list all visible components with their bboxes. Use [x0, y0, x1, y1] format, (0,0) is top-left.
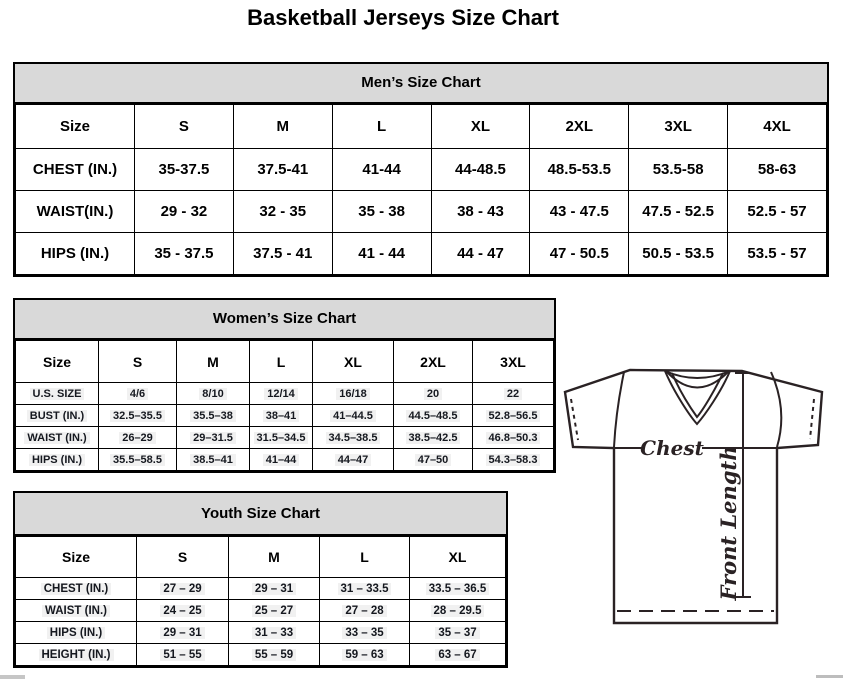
right-sleeve-dashed-hem [810, 399, 814, 439]
page-title: Basketball Jerseys Size Chart [247, 5, 559, 30]
cell-text: 47.5 - 52.5 [642, 203, 714, 220]
value-cell [629, 191, 728, 233]
youth-size-chart [13, 491, 508, 668]
cell-text: 29 – 31 [252, 583, 296, 595]
cell-text: 41 - 44 [358, 245, 405, 262]
value-cell [177, 449, 250, 471]
column-header-s [99, 341, 177, 383]
jersey-outline [565, 370, 822, 623]
header-text: L [276, 353, 286, 370]
table-row [16, 383, 554, 405]
header-text: XL [470, 118, 491, 135]
column-header-4xl [728, 105, 827, 149]
column-header-xl [313, 341, 394, 383]
cell-text: 29 – 31 [160, 627, 204, 639]
cell-text: 47 - 50.5 [549, 245, 609, 262]
value-cell [229, 578, 320, 600]
table-row [16, 233, 827, 275]
header-text: L [360, 549, 369, 565]
table-row [16, 622, 506, 644]
cell-text: 46.8–50.3 [486, 432, 541, 444]
table-row [16, 405, 554, 427]
cell-text: 41-44 [362, 161, 401, 178]
row-label-text: WAIST (IN.) [42, 605, 110, 617]
value-cell [320, 578, 410, 600]
cell-text: 54.3–58.3 [486, 454, 541, 466]
cell-text: 58-63 [757, 161, 797, 178]
header-text: M [268, 549, 280, 565]
scrollbar-fragment-left[interactable] [0, 675, 25, 679]
value-cell [233, 233, 332, 275]
cell-text: 35 – 37 [435, 627, 479, 639]
cell-text: 53.5-58 [652, 161, 704, 178]
size-header-cell [16, 105, 135, 149]
cell-text: 8/10 [199, 388, 226, 400]
front-length-label: Front Length [716, 445, 741, 601]
table-row [16, 427, 554, 449]
column-header-3xl [473, 341, 554, 383]
header-text: 4XL [763, 118, 791, 135]
cell-text: 53.5 - 57 [747, 245, 807, 262]
youth-size-table [15, 536, 506, 666]
cell-text: 22 [504, 388, 522, 400]
cell-text: 35.5–38 [190, 410, 236, 422]
value-cell [431, 191, 530, 233]
row-label-text: HIPS (IN.) [40, 245, 110, 262]
value-cell [332, 191, 431, 233]
mens-size-chart [13, 62, 829, 277]
header-text: XL [448, 549, 467, 565]
value-cell [135, 149, 234, 191]
value-cell [135, 233, 234, 275]
mens-size-table [15, 104, 827, 275]
cell-text: 44 - 47 [457, 245, 504, 262]
womens-chart-title: Women’s Size Chart [15, 300, 554, 340]
header-text: S [177, 549, 188, 565]
value-cell [410, 578, 506, 600]
value-cell [473, 383, 554, 405]
header-text: Size [61, 549, 90, 565]
cell-text: 31.5–34.5 [254, 432, 309, 444]
value-cell [229, 600, 320, 622]
value-cell [530, 191, 629, 233]
cell-text: 37.5-41 [257, 161, 309, 178]
value-cell [728, 149, 827, 191]
value-cell [250, 383, 313, 405]
value-cell [410, 622, 506, 644]
womens-size-chart [13, 298, 556, 473]
value-cell [99, 405, 177, 427]
cell-text: 44-48.5 [455, 161, 506, 178]
cell-text: 38 - 43 [457, 203, 504, 220]
row-label-cell [16, 427, 99, 449]
value-cell [229, 644, 320, 666]
cell-text: 37.5 - 41 [253, 245, 313, 262]
row-label-cell [16, 578, 137, 600]
row-label-cell [16, 449, 99, 471]
table-row [16, 149, 827, 191]
size-header-cell [16, 341, 99, 383]
value-cell [394, 383, 473, 405]
cell-text: 38–41 [263, 410, 300, 422]
left-armhole-seam [614, 372, 624, 447]
cell-text: 26–29 [119, 432, 156, 444]
row-label-text: CHEST (IN.) [32, 161, 118, 178]
value-cell [313, 405, 394, 427]
header-text: Size [42, 353, 71, 370]
cell-text: 35 - 38 [358, 203, 405, 220]
value-cell [473, 405, 554, 427]
column-header-l [320, 537, 410, 578]
value-cell [137, 644, 229, 666]
right-armhole-seam [771, 372, 781, 447]
value-cell [99, 427, 177, 449]
column-header-xl [431, 105, 530, 149]
value-cell [250, 405, 313, 427]
value-cell [177, 383, 250, 405]
youth-chart-title: Youth Size Chart [15, 493, 506, 536]
column-header-s [135, 105, 234, 149]
value-cell [313, 427, 394, 449]
value-cell [728, 191, 827, 233]
cell-text: 38.5–41 [190, 454, 236, 466]
value-cell [177, 427, 250, 449]
row-label-cell [16, 644, 137, 666]
value-cell [394, 449, 473, 471]
column-header-m [177, 341, 250, 383]
row-label-cell [16, 622, 137, 644]
value-cell [313, 449, 394, 471]
column-header-xl [410, 537, 506, 578]
header-text: M [207, 353, 219, 370]
row-label-cell [16, 600, 137, 622]
cell-text: 52.5 - 57 [747, 203, 807, 220]
header-text: 2XL [565, 118, 594, 135]
column-header-m [229, 537, 320, 578]
cell-text: 27 – 28 [342, 605, 386, 617]
column-header-s [137, 537, 229, 578]
row-label-text: HIPS (IN.) [29, 454, 85, 466]
cell-text: 47–50 [415, 454, 452, 466]
row-label-text: U.S. SIZE [30, 388, 85, 400]
column-header-l [332, 105, 431, 149]
cell-text: 50.5 - 53.5 [642, 245, 714, 262]
table-row [16, 578, 506, 600]
cell-text: 34.5–38.5 [326, 432, 381, 444]
value-cell [233, 191, 332, 233]
cell-text: 28 – 29.5 [431, 605, 485, 617]
value-cell [99, 383, 177, 405]
row-label-cell [16, 233, 135, 275]
cell-text: 33 – 35 [342, 627, 386, 639]
cell-text: 44–47 [335, 454, 372, 466]
cell-text: 52.8–56.5 [486, 410, 541, 422]
value-cell [431, 149, 530, 191]
row-label-cell [16, 149, 135, 191]
value-cell [250, 427, 313, 449]
cell-text: 27 – 29 [160, 583, 204, 595]
header-text: XL [344, 353, 362, 370]
row-label-cell [16, 383, 99, 405]
row-label-cell [16, 405, 99, 427]
cell-text: 59 – 63 [342, 649, 386, 661]
cell-text: 44.5–48.5 [406, 410, 461, 422]
value-cell [473, 449, 554, 471]
value-cell [394, 427, 473, 449]
column-header-m [233, 105, 332, 149]
value-cell [99, 449, 177, 471]
value-cell [137, 600, 229, 622]
cell-text: 32.5–35.5 [110, 410, 165, 422]
value-cell [332, 233, 431, 275]
header-text: 2XL [420, 353, 446, 370]
header-text: M [276, 118, 290, 135]
cell-text: 33.5 – 36.5 [426, 583, 490, 595]
row-label-text: CHEST (IN.) [41, 583, 112, 595]
value-cell [410, 600, 506, 622]
column-header-2xl [530, 105, 629, 149]
value-cell [320, 622, 410, 644]
value-cell [431, 233, 530, 275]
value-cell [629, 149, 728, 191]
row-label-text: HIPS (IN.) [47, 627, 105, 639]
value-cell [320, 600, 410, 622]
cell-text: 35.5–58.5 [110, 454, 165, 466]
value-cell [233, 149, 332, 191]
cell-text: 29 - 32 [160, 203, 208, 220]
value-cell [250, 449, 313, 471]
value-cell [629, 233, 728, 275]
cell-text: 43 - 47.5 [549, 203, 609, 220]
value-cell [320, 644, 410, 666]
cell-text: 35 - 37.5 [154, 245, 214, 262]
cell-text: 12/14 [264, 388, 298, 400]
value-cell [394, 405, 473, 427]
scrollbar-fragment-right[interactable] [816, 675, 843, 678]
value-cell [332, 149, 431, 191]
size-header-cell [16, 537, 137, 578]
table-row [16, 644, 506, 666]
value-cell [137, 578, 229, 600]
header-text: 3XL [500, 353, 526, 370]
header-text: L [377, 118, 387, 135]
cell-text: 4/6 [127, 388, 148, 400]
cell-text: 55 – 59 [252, 649, 296, 661]
value-cell [313, 383, 394, 405]
cell-text: 29–31.5 [190, 432, 236, 444]
row-label-text: HEIGHT (IN.) [39, 649, 114, 661]
row-label-cell [16, 191, 135, 233]
cell-text: 31 – 33.5 [338, 583, 392, 595]
header-text: S [132, 353, 143, 370]
table-row [16, 600, 506, 622]
cell-text: 38.5–42.5 [406, 432, 461, 444]
value-cell [229, 622, 320, 644]
value-cell [177, 405, 250, 427]
row-label-text: WAIST (IN.) [24, 432, 89, 444]
cell-text: 25 – 27 [252, 605, 296, 617]
table-row [16, 449, 554, 471]
cell-text: 41–44 [263, 454, 300, 466]
cell-text: 31 – 33 [252, 627, 296, 639]
vneck-inner-line [672, 373, 723, 417]
womens-size-table [15, 340, 554, 471]
cell-text: 16/18 [336, 388, 370, 400]
value-cell [137, 622, 229, 644]
column-header-2xl [394, 341, 473, 383]
cell-text: 48.5-53.5 [547, 161, 611, 178]
value-cell [530, 149, 629, 191]
column-header-l [250, 341, 313, 383]
value-cell [135, 191, 234, 233]
cell-text: 24 – 25 [160, 605, 204, 617]
jersey-diagram [556, 360, 841, 630]
header-text: Size [59, 118, 90, 135]
table-row [16, 191, 827, 233]
cell-text: 63 – 67 [435, 649, 479, 661]
header-text: S [178, 118, 189, 135]
value-cell [473, 427, 554, 449]
value-cell [728, 233, 827, 275]
value-cell [530, 233, 629, 275]
cell-text: 51 – 55 [160, 649, 204, 661]
row-label-text: BUST (IN.) [27, 410, 87, 422]
value-cell [410, 644, 506, 666]
chest-measure-label: Chest [640, 436, 704, 460]
cell-text: 32 - 35 [259, 203, 307, 220]
row-label-text: WAIST(IN.) [36, 203, 114, 220]
cell-text: 35-37.5 [158, 161, 210, 178]
column-header-3xl [629, 105, 728, 149]
cell-text: 41–44.5 [330, 410, 376, 422]
header-text: 3XL [664, 118, 692, 135]
mens-chart-title: Men’s Size Chart [15, 64, 827, 104]
cell-text: 20 [424, 388, 442, 400]
